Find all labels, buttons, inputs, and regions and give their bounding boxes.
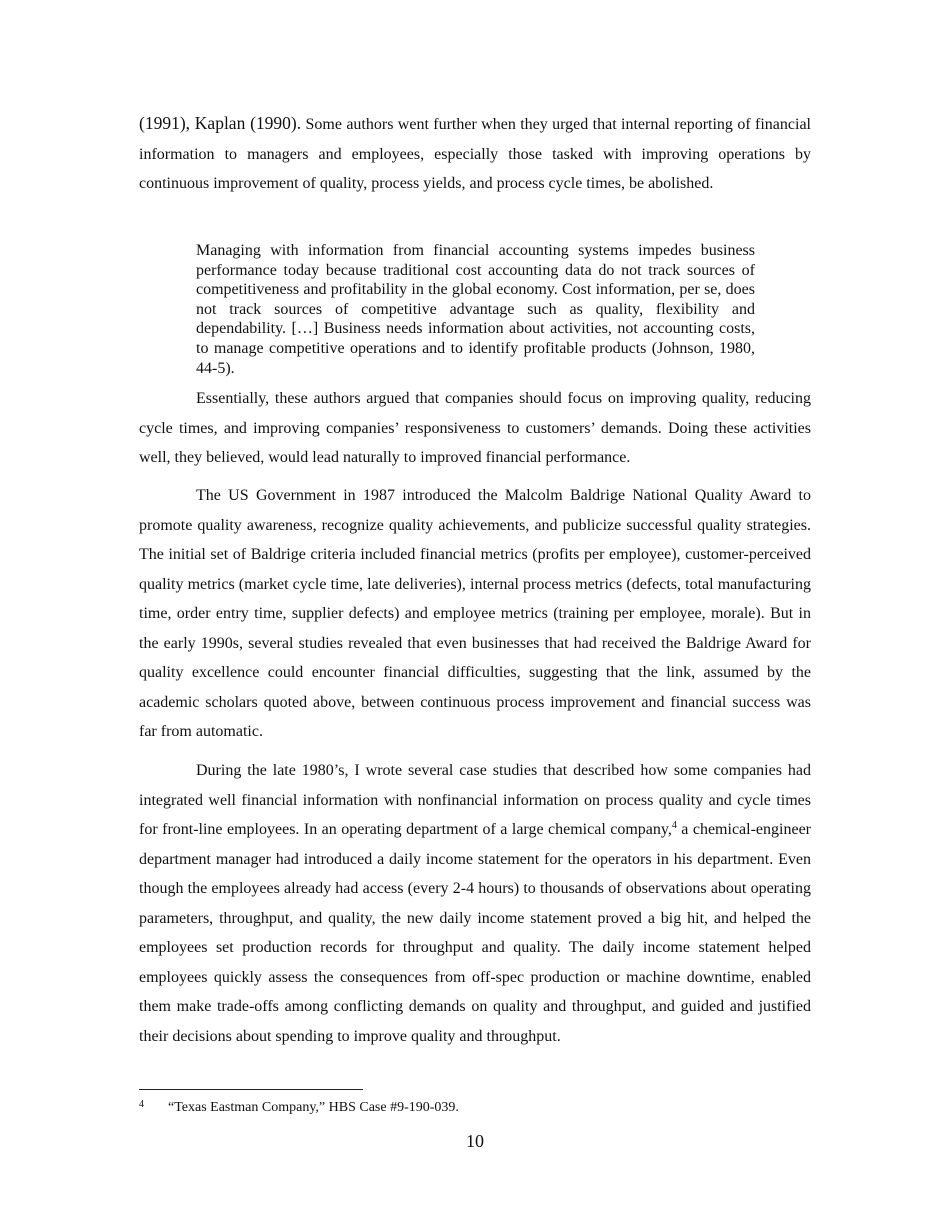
paragraph-4-part-1: During the late 1980’s, I wrote several case studies that described how some companies had integrated well financial information with nonfinancial information on process quality and cycle times for front-line employees. In an operating department of a large chemical company, [139, 762, 811, 838]
paragraph-4 [139, 756, 811, 1051]
footnote-separator [139, 1089, 363, 1090]
footnote-reference: 4 [671, 820, 677, 831]
block-quote: Managing with information from financial accounting systems impedes business performance today because traditional cost accounting data do not track sources of competitiveness and profitability in the global economy. Cost information, per se, does not track sources of competitive advantage such as quality, flexibility and dependability. […] Business needs information about activities, not accounting costs, to manage competitive operations and to identify profitable products (Johnson, 1980, 44-5). [196, 242, 755, 377]
document-page [139, 0, 811, 1230]
paragraph-1-rest: Some authors went further when they urged that internal reporting of financial information to managers and employees, especially those tasked with improving operations by continuous improvement of quality, process yields, and process cycle times, be abolished. [139, 116, 811, 192]
page-number: 10 [466, 1131, 484, 1151]
footnote-number: 4 [139, 1099, 144, 1110]
paragraph-4-part-2: a chemical-engineer department manager had introduced a daily income statement for the operators in his department. Even though the employees already had access (every 2-4 hours) to thousands of observations about operating parameters, throughput, and quality, the new daily income statement proved a big hit, and helped the employees set production records for throughput and quality. The daily income statement helped employees quickly assess the consequences from off-spec production or machine downtime, enabled them make trade-offs among conflicting demands on quality and throughput, and guided and justified their decisions about spending to improve quality and throughput. [139, 821, 811, 1045]
paragraph-3: The US Government in 1987 introduced the Malcolm Baldrige National Quality Award to promote quality awareness, recognize quality achievements, and publicize successful quality strategies. The initial set of Baldrige criteria included financial metrics (profits per employee), customer-perceived quality metrics (market cycle time, late deliveries), internal process metrics (defects, total manufacturing time, order entry time, supplier defects) and employee metrics (training per employee, morale). But in the early 1990s, several studies revealed that even businesses that had received the Baldrige Award for quality excellence could encounter financial difficulties, suggesting that the link, assumed by the academic scholars quoted above, between continuous process improvement and financial success was far from automatic. [139, 487, 811, 740]
footnote-text: “Texas Eastman Company,” HBS Case #9-190-039. [168, 1100, 459, 1115]
paragraph-1-lead: (1991), Kaplan (1990). [139, 113, 302, 133]
paragraph-1 [139, 109, 811, 199]
paragraph-2: Essentially, these authors argued that companies should focus on improving quality, reducing cycle times, and improving companies’ responsiveness to customers’ demands. Doing these activities well, they believed, would lead naturally to improved financial performance. [139, 390, 811, 466]
